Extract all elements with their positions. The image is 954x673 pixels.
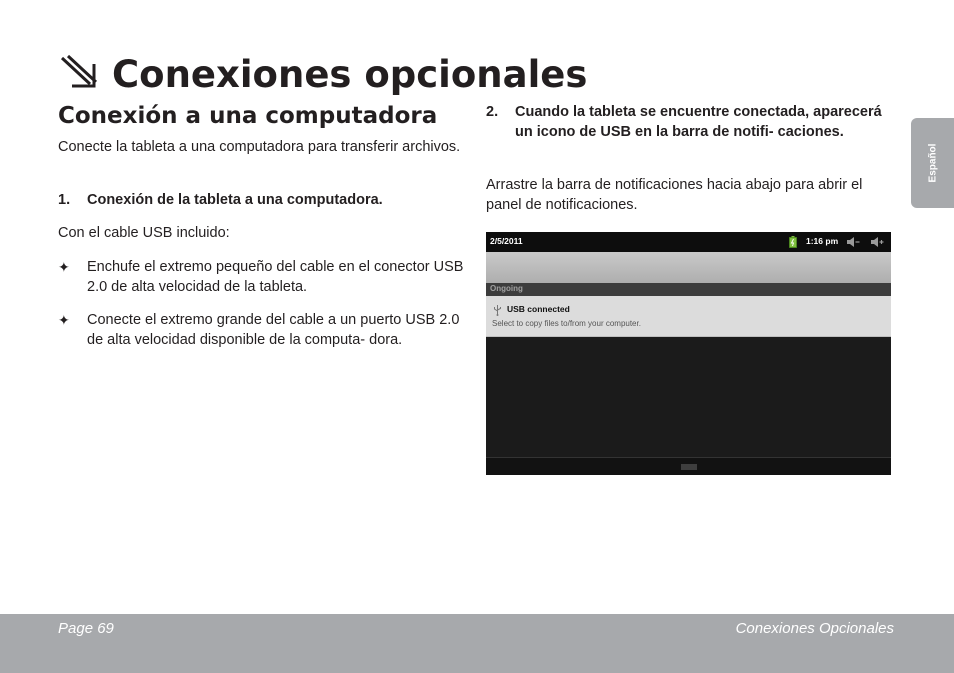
status-time: 1:16 pm — [806, 236, 839, 246]
cable-intro: Con el cable USB incluido: — [58, 225, 230, 241]
footer-section-name: Conexiones Opcionales — [735, 620, 894, 637]
section-subtitle: Conexión a una computadora — [58, 103, 438, 129]
instruction-paragraph: Arrastre la barra de notificaciones hacia abajo para abrir el panel de notificaciones. — [486, 177, 863, 213]
step2-number: 2. — [486, 104, 499, 120]
down-right-arrow-icon — [58, 54, 98, 90]
bullet-icon: ✦ — [58, 259, 70, 275]
page-title-text: Conexiones opcionales — [112, 53, 588, 96]
status-date: 2/5/2011 — [490, 236, 523, 246]
status-bar — [486, 232, 891, 252]
volume-icon — [846, 236, 860, 248]
usb-notification[interactable] — [486, 296, 891, 337]
step1-number: 1. — [58, 192, 71, 208]
notification-text: Select to copy files to/from your computer. — [492, 319, 641, 328]
tablet-screenshot — [486, 232, 891, 475]
page-footer — [0, 614, 954, 673]
page-number: Page 69 — [58, 620, 114, 637]
step1-heading: Conexión de la tableta a una computadora. — [87, 192, 383, 208]
ongoing-section — [486, 283, 891, 296]
drag-handle-icon — [681, 464, 697, 470]
language-tab — [911, 118, 954, 208]
step2-heading: Cuando la tableta se encuentre conectada, aparecerá un icono de USB en la barra de notifi- caciones. — [515, 104, 882, 140]
bullet-icon: ✦ — [58, 312, 70, 328]
usb-icon — [493, 304, 502, 316]
notification-header — [486, 252, 891, 283]
battery-icon — [789, 236, 797, 248]
language-tab-label: Español — [927, 143, 938, 183]
bullet-item-1: Enchufe el extremo pequeño del cable en el conector USB 2.0 de alta velocidad de la tableta. — [87, 259, 464, 295]
intro-paragraph: Conecte la tableta a una computadora para transferir archivos. — [58, 139, 461, 155]
bullet-item-2: Conecte el extremo grande del cable a un puerto USB 2.0 de alta velocidad disponible de la computa- dora. — [87, 312, 460, 348]
page-title — [58, 52, 587, 98]
notification-title: USB connected — [507, 304, 570, 314]
volume-icon — [870, 236, 884, 248]
ongoing-label: Ongoing — [490, 284, 523, 293]
drag-handle-bar[interactable] — [486, 457, 891, 475]
